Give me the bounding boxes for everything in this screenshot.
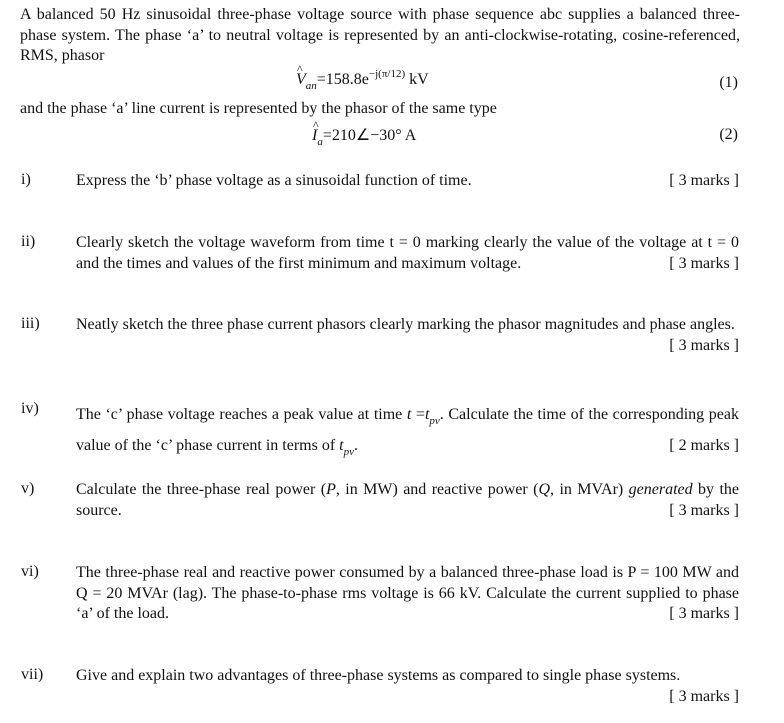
marks-label: [ 3 marks ] bbox=[669, 605, 739, 622]
equals-sign: = bbox=[411, 406, 425, 423]
eq1-subscript: an bbox=[305, 80, 317, 92]
var-p: P bbox=[326, 481, 336, 498]
question-iv bbox=[76, 400, 739, 462]
var-t: t bbox=[339, 437, 344, 454]
equation-2-number: (2) bbox=[719, 126, 738, 143]
question-ii bbox=[76, 233, 739, 274]
question-text-cont: , in MVAr) bbox=[550, 481, 629, 498]
question-i bbox=[76, 171, 739, 192]
question-number: ii) bbox=[21, 233, 36, 250]
marks-label: [ 3 marks ] bbox=[669, 254, 739, 272]
equation-2 bbox=[312, 125, 417, 148]
question-text: The three-phase real and reactive power consumed by a balanced three-phase load is P = 100 MW and Q = 20 MVAr (lag). The phase-to-phase rms voltage is 66 kV. Calculate the current supplied to phase ‘a’ of the load. bbox=[76, 564, 739, 622]
question-number: vi) bbox=[21, 563, 39, 580]
equation-1-number: (1) bbox=[719, 74, 738, 91]
question-number: i) bbox=[21, 171, 31, 188]
eq1-unit: kV bbox=[405, 71, 429, 88]
marks-label: [ 3 marks ] bbox=[669, 172, 739, 189]
pv-subscript: pv bbox=[343, 446, 354, 458]
question-text: Clearly sketch the voltage waveform from time t = 0 marking clearly the value of the voltage at t = 0 and the times and values of the first minimum and maximum voltage. bbox=[76, 234, 739, 272]
var-q: Q bbox=[538, 481, 551, 498]
equation-1 bbox=[296, 68, 429, 92]
question-text-cont: . Calculate the time of the corresponding peak value of the ‘c’ phase current in terms of bbox=[76, 406, 739, 454]
question-number: vii) bbox=[21, 666, 44, 683]
marks-label: [ 2 marks ] bbox=[669, 437, 739, 454]
question-vii bbox=[76, 666, 739, 707]
phasor-i-symbol: ^ I bbox=[312, 127, 317, 145]
eq2-value: =210∠−30° A bbox=[322, 127, 417, 144]
emphasis-generated: generated bbox=[628, 481, 693, 498]
phasor-v-symbol: ^ V bbox=[296, 71, 306, 89]
question-text: Neatly sketch the three phase current phasors clearly marking the phasor magnitudes and phase angles. bbox=[76, 316, 735, 333]
eq1-value: =158.8e bbox=[316, 71, 369, 88]
var-t: t bbox=[406, 406, 412, 423]
question-text-end: by the source. bbox=[76, 481, 740, 519]
question-number: v) bbox=[21, 480, 35, 497]
marks-label: [ 3 marks ] bbox=[669, 687, 739, 705]
question-text: Calculate the three-phase real power ( bbox=[76, 481, 327, 498]
question-text: Give and explain two advantages of three-phase systems as compared to single phase systems. bbox=[76, 667, 681, 684]
marks-label: [ 3 marks ] bbox=[669, 501, 739, 519]
question-period: . bbox=[354, 437, 358, 454]
var-t-pv: t bbox=[424, 406, 430, 423]
question-text-cont: , in MW) and reactive power ( bbox=[335, 481, 539, 498]
question-number: iv) bbox=[21, 400, 39, 417]
question-text: The ‘c’ phase voltage reaches a peak value at time bbox=[76, 406, 407, 423]
question-iii bbox=[76, 315, 739, 356]
question-v bbox=[76, 480, 739, 521]
eq2-subscript: a bbox=[317, 136, 323, 148]
intro-paragraph: A balanced 50 Hz sinusoidal three-phase voltage source with phase sequence abc supplies a balanced three-phase system. The phase ‘a’ to neutral voltage is represented by an anti-clockwise-rotating, cosine-referenced, RMS, phasor bbox=[20, 6, 740, 64]
question-number: iii) bbox=[21, 315, 40, 332]
question-vi bbox=[76, 563, 739, 625]
marks-label: [ 3 marks ] bbox=[669, 336, 739, 354]
pv-subscript: pv bbox=[429, 415, 440, 427]
eq1-exponent: −j(π/12) bbox=[368, 68, 406, 80]
question-text: Express the ‘b’ phase voltage as a sinusoidal function of time. bbox=[76, 172, 472, 189]
intro-between-text: and the phase ‘a’ line current is represented by the phasor of the same type bbox=[20, 100, 497, 117]
